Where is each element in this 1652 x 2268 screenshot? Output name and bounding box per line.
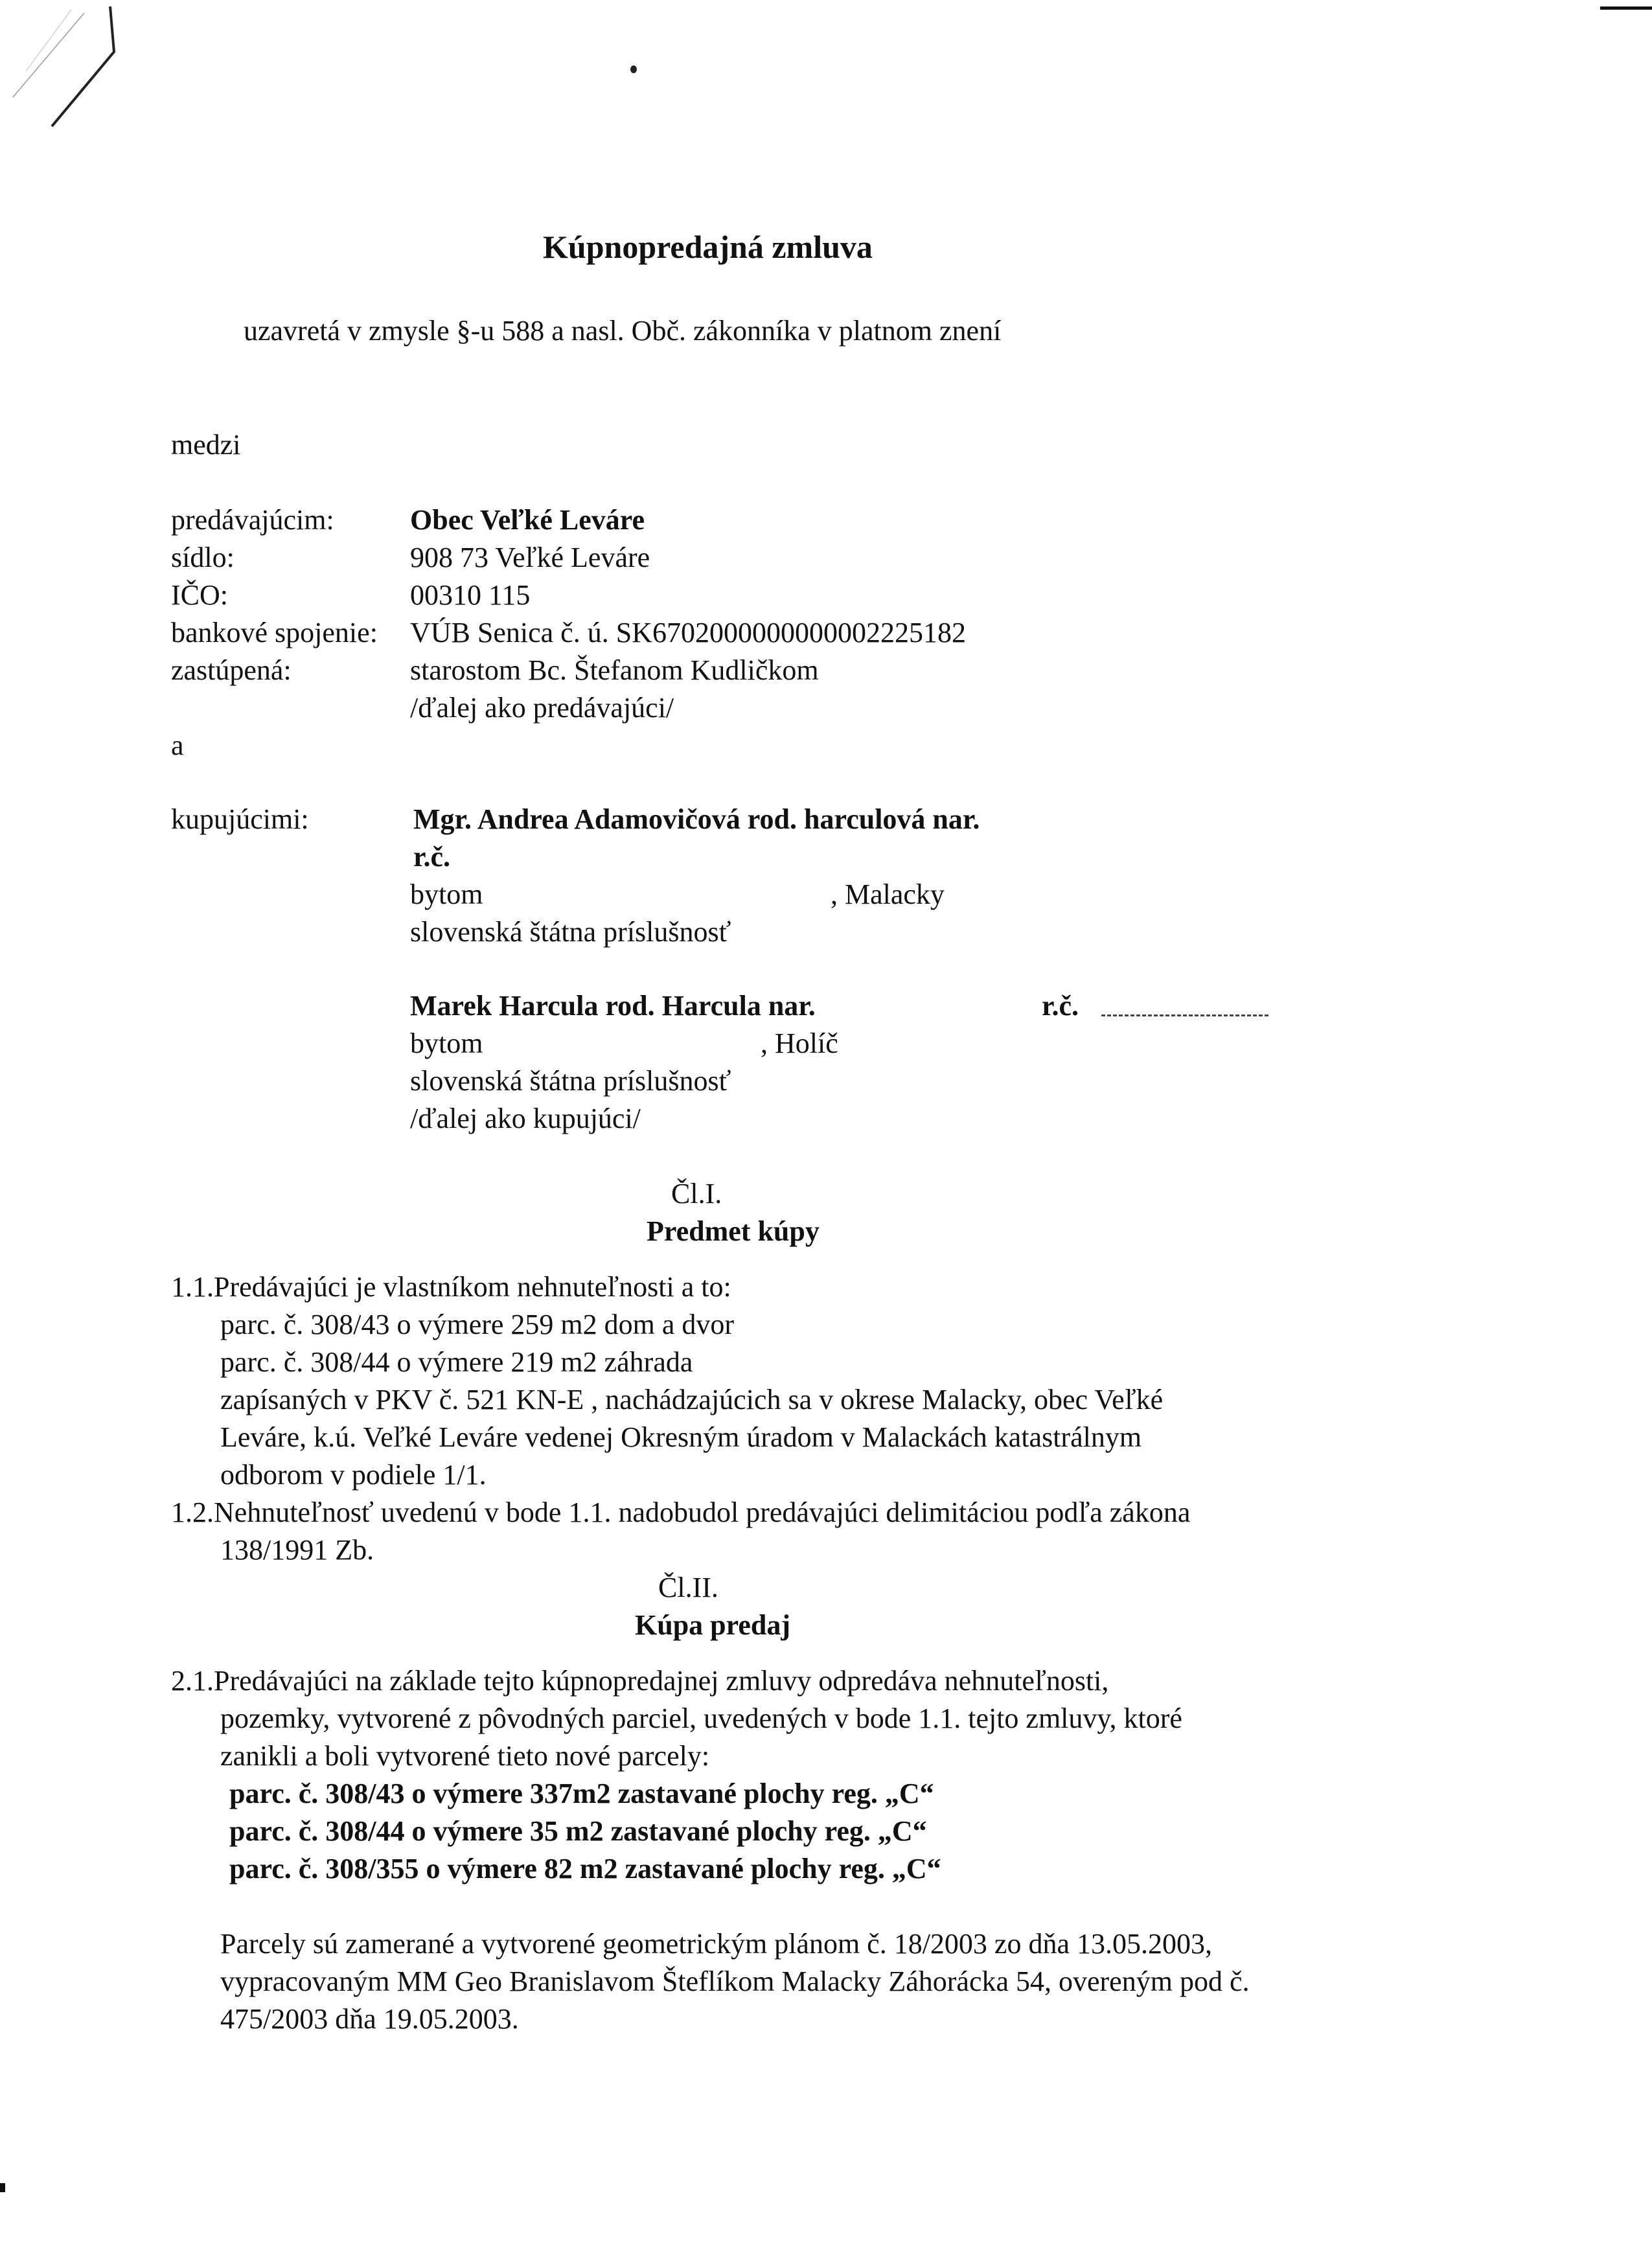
ico-value: 00310 115 <box>410 579 531 611</box>
buyer2-name: Marek Harcula rod. Harcula nar. <box>410 990 816 1022</box>
new-parcel-3: parc. č. 308/355 o výmere 82 m2 zastavané plochy reg. „C“ <box>229 1853 941 1884</box>
plan-text-2: vypracovaným MM Geo Branislavom Šteflíkom Malacky Záhorácka 54, overeným pod č. <box>220 1965 1250 1997</box>
clause-1-1-text-1: zapísaných v PKV č. 521 KN-E , nachádzajúcich sa v okrese Malacky, obec Veľké <box>220 1384 1164 1415</box>
article1-number: Čl.I. <box>671 1178 722 1209</box>
seller-label: predávajúcim: <box>171 504 334 536</box>
document-subtitle: uzavretá v zmysle §-u 588 a nasl. Obč. zákonníka v platnom znení <box>244 315 1002 347</box>
clause-2-1-text-1: pozemky, vytvorené z pôvodných parciel, uvedených v bode 1.1. tejto zmluvy, ktoré <box>220 1702 1182 1734</box>
clause-1-1-parcel-a: parc. č. 308/43 o výmere 259 m2 dom a dvor <box>220 1309 735 1340</box>
representative-label: zastúpená: <box>171 654 292 686</box>
article2-heading: Kúpa predaj <box>635 1609 791 1641</box>
seller-name: Obec Veľké Leváre <box>410 504 645 536</box>
and-label: a <box>171 729 184 761</box>
speck-dot <box>630 65 637 73</box>
between-label: medzi <box>171 429 241 461</box>
bank-label: bankové spojenie: <box>171 617 378 648</box>
clause-1-1: 1.1.Predávajúci je vlastníkom nehnuteľnosti a to: <box>171 1271 731 1303</box>
redacted-birth-number-remnant <box>1101 1012 1268 1016</box>
article1-heading: Predmet kúpy <box>647 1215 820 1247</box>
new-parcel-2: parc. č. 308/44 o výmere 35 m2 zastavané plochy reg. „C“ <box>229 1815 927 1847</box>
buyer1-name: Mgr. Andrea Adamovičová rod. harculová nar. <box>413 803 980 835</box>
new-parcel-1: parc. č. 308/43 o výmere 337m2 zastavané plochy reg. „C“ <box>229 1778 934 1809</box>
corner-stroke-marks <box>0 0 143 143</box>
clause-1-1-text-2: Leváre, k.ú. Veľké Leváre vedenej Okresným úradom v Malackách katastrálnym <box>220 1421 1142 1453</box>
buyer2-birth-number-label: r.č. <box>1042 990 1079 1022</box>
clause-1-2-text: 138/1991 Zb. <box>220 1534 374 1566</box>
clause-1-1-text-3: odborom v podiele 1/1. <box>220 1459 487 1491</box>
seat-value: 908 73 Veľké Leváre <box>410 542 650 573</box>
buyer-alias: /ďalej ako kupujúci/ <box>410 1103 641 1134</box>
buyer2-citizenship: slovenská štátna príslušnosť <box>410 1065 731 1097</box>
top-right-edge-mark <box>1600 6 1652 10</box>
bank-value: VÚB Senica č. ú. SK6702000000000002225182 <box>410 617 966 648</box>
clause-1-1-parcel-b: parc. č. 308/44 o výmere 219 m2 záhrada <box>220 1346 693 1378</box>
document-title: Kúpnopredajná zmluva <box>543 229 873 265</box>
clause-2-1-text-2: zanikli a boli vytvorené tieto nové parcely: <box>220 1740 710 1772</box>
clause-1-2: 1.2.Nehnuteľnosť uvedenú v bode 1.1. nadobudol predávajúci delimitáciou podľa zákona <box>171 1496 1191 1528</box>
representative-value: starostom Bc. Štefanom Kudličkom <box>410 654 819 686</box>
buyer1-city: , Malacky <box>831 878 945 910</box>
buyers-label: kupujúcimi: <box>171 803 309 835</box>
seat-label: sídlo: <box>171 542 235 573</box>
left-edge-mark <box>0 2183 5 2192</box>
seller-alias: /ďalej ako predávajúci/ <box>410 692 674 724</box>
buyer1-bytom-label: bytom <box>410 878 483 910</box>
ico-label: IČO: <box>171 579 228 611</box>
article2-number: Čl.II. <box>658 1572 718 1603</box>
clause-2-1: 2.1.Predávajúci na základe tejto kúpnopredajnej zmluvy odpredáva nehnuteľnosti, <box>171 1665 1109 1697</box>
plan-text-1: Parcely sú zamerané a vytvorené geometrickým plánom č. 18/2003 zo dňa 13.05.2003, <box>220 1928 1212 1960</box>
buyer2-bytom-label: bytom <box>410 1027 483 1059</box>
buyer1-citizenship: slovenská štátna príslušnosť <box>410 916 731 948</box>
buyer1-birth-number-label: r.č. <box>413 841 451 873</box>
buyer2-city: , Holíč <box>761 1027 838 1059</box>
plan-text-3: 475/2003 dňa 19.05.2003. <box>220 2003 519 2035</box>
